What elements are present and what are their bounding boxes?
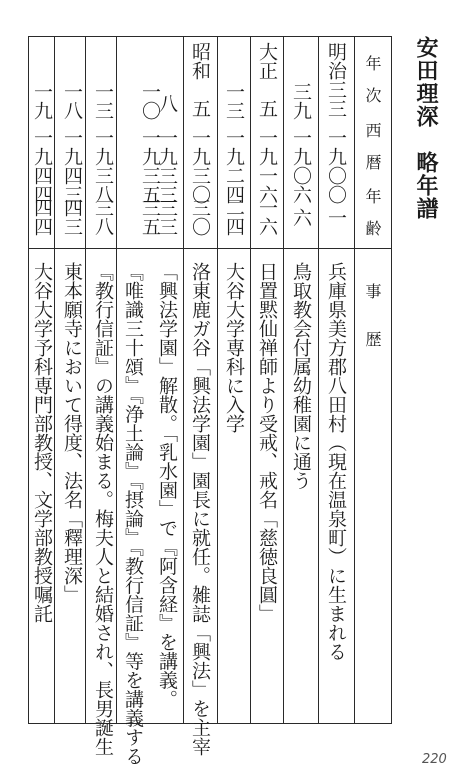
table-cell-age: 六 [290, 208, 312, 227]
table-top-border [28, 36, 392, 37]
table-cell-era: 昭和 五 [189, 42, 211, 118]
column-separator [85, 36, 86, 724]
table-cell-era: 一八 [61, 82, 83, 120]
table-cell-year: 一九〇六 [290, 128, 312, 204]
table-header-rule [28, 248, 392, 249]
table-cell-year: 一九三八 [92, 128, 114, 204]
column-separator [116, 36, 117, 724]
table-cell-year: 一九四四 [31, 128, 53, 204]
table-cell-year: 一九〇〇 [325, 128, 347, 204]
table-cell-event: 鳥取教会付属幼稚園に通う [290, 262, 312, 490]
table-cell-era: 一〇 [139, 82, 161, 120]
table-cell-year: 一九四三 [61, 128, 83, 204]
table-cell-age: 三〇 [189, 198, 211, 236]
table-cell-event: 大谷大学専科に入学 [223, 262, 245, 433]
table-cell-age: 四三 [61, 198, 83, 236]
table-right-border [391, 36, 392, 724]
table-cell-age: 三八 [92, 198, 114, 236]
table-left-border [28, 36, 29, 724]
table-cell-era: 一三 [92, 82, 114, 120]
table-cell-age: 四四 [31, 198, 53, 236]
table-cell-age: 三五 [139, 198, 161, 236]
table-cell-age: 二四 [223, 198, 245, 236]
header-era: 年 次 [363, 55, 382, 103]
header-western-year: 西 暦 [363, 122, 382, 170]
table-cell-year: 一九三〇 [189, 128, 211, 204]
table-cell-year: 一九一六 [256, 128, 278, 204]
header-age: 年 齢 [363, 188, 382, 236]
column-separator [217, 36, 218, 724]
column-separator [354, 36, 355, 724]
column-separator [54, 36, 55, 724]
table-cell-event: 『教行信証』の講義始まる。梅夫人と結婚され、長男誕生 [92, 262, 114, 756]
column-separator [318, 36, 319, 724]
table-cell-event: 『唯識三十頌』『浄土論』『摂論』『教行信証』等を講義する [122, 262, 144, 766]
table-cell-event: 兵庫県美方郡八田村（現在温泉町）に生まれる [325, 262, 347, 661]
table-cell-era: 一三 [223, 82, 245, 120]
page-number: 220 [422, 752, 447, 767]
page-title: 安田理深 略年譜 [413, 36, 438, 220]
table-cell-era: 明治三三 [325, 42, 347, 118]
table-cell-era: 大正 五 [256, 42, 278, 118]
table-cell-age: 三三 [156, 198, 178, 236]
table-cell-event: 洛東鹿ガ谷「興法学園」園長に就任。雑誌「興法」を主宰 [189, 262, 211, 756]
table-cell-event: 大谷大学予科専門部教授、文学部教授嘱託 [31, 262, 53, 623]
table-cell-era: 三九 [290, 82, 312, 120]
column-separator [250, 36, 251, 724]
table-cell-age: 一 [325, 208, 347, 227]
table-cell-age: 一六 [256, 198, 278, 236]
table-cell-year: 一九三五 [139, 128, 161, 204]
table-cell-year: 一九二四 [223, 128, 245, 204]
column-separator [183, 36, 184, 724]
table-cell-year: 一九三三 [156, 128, 178, 204]
table-cell-event: 「興法学園」解散。「乳水園」で『阿含経』を講義。 [156, 262, 178, 709]
table-cell-event: 日置黙仙禅師より受戒、戒名「慈徳良圓」 [256, 262, 278, 623]
table-cell-era: 八 [156, 94, 178, 113]
table-cell-event: 東本願寺において得度、法名「釋理深」 [61, 262, 83, 604]
table-cell-era: 一九 [31, 82, 53, 120]
column-separator [283, 36, 284, 724]
header-events: 事 歴 [363, 283, 382, 347]
